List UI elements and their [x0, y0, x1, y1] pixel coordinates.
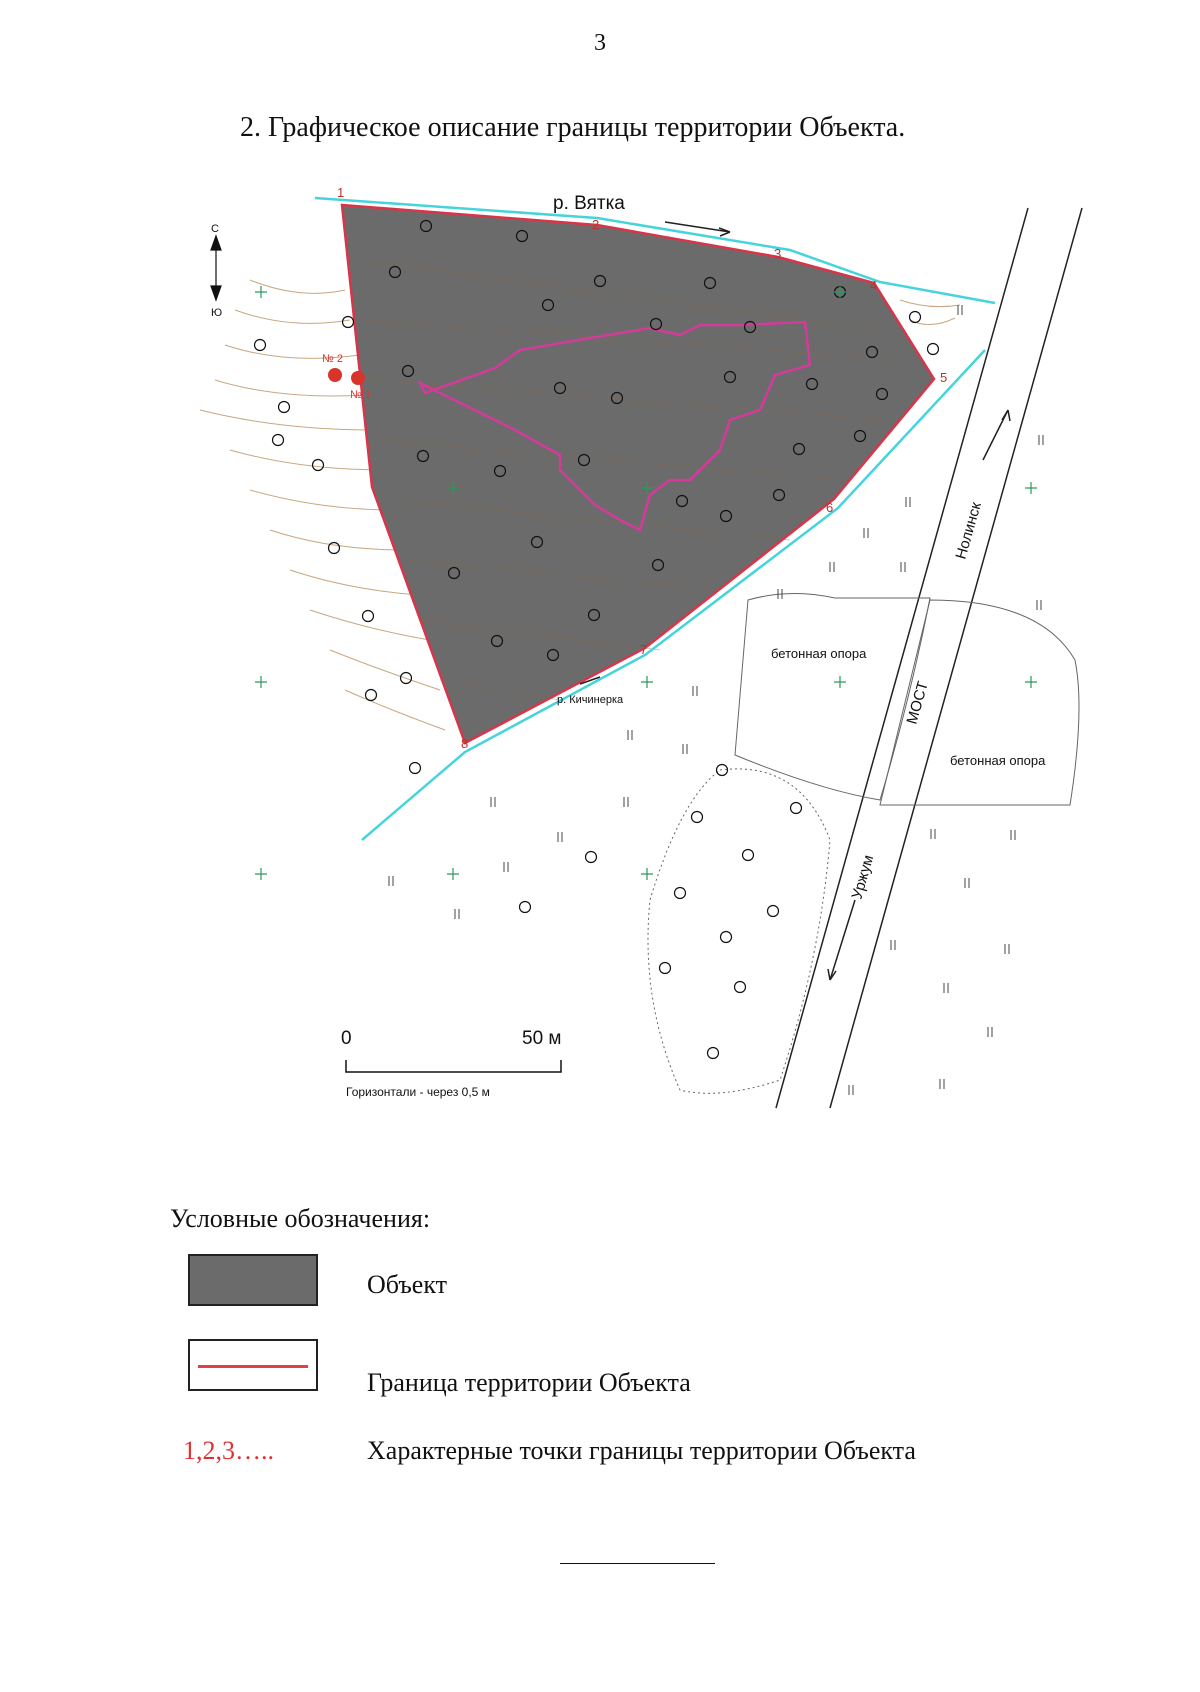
- concrete-support-1: [735, 593, 930, 800]
- scale-bar: [346, 1060, 561, 1072]
- legend-boundary-swatch: [188, 1339, 318, 1391]
- point-6: 6: [826, 500, 834, 515]
- south-letter: Ю: [211, 307, 223, 319]
- river-kichinerka-label: р. Кичинерка: [557, 694, 624, 706]
- contour-note: Горизонтали - через 0,5 м: [346, 1085, 490, 1099]
- point-3: 3: [774, 246, 782, 261]
- scale-zero: 0: [341, 1028, 352, 1049]
- legend-title: Условные обозначения:: [170, 1204, 431, 1233]
- legend-boundary-label: Граница территории Объекта: [367, 1368, 691, 1397]
- object-area: [342, 205, 934, 743]
- north-arrow: [211, 236, 221, 300]
- well-2-marker: [328, 368, 342, 382]
- road-nolinsk-label: Нолинск: [952, 500, 985, 562]
- scale-end: 50 м: [522, 1028, 562, 1049]
- point-5: 5: [940, 370, 948, 385]
- well-1-marker: [351, 371, 365, 385]
- concrete-support-2-label: бетонная опора: [950, 753, 1046, 768]
- point-7: 7: [640, 642, 648, 657]
- road-urzhum-label: Уржум: [848, 853, 878, 902]
- concrete-support-1-label: бетонная опора: [771, 646, 867, 661]
- legend-object-swatch: [188, 1254, 318, 1306]
- river-vyatka-label: р. Вятка: [553, 193, 625, 214]
- point-1: 1: [337, 185, 345, 200]
- legend-object-label: Объект: [367, 1270, 447, 1299]
- point-4: 4: [870, 278, 878, 293]
- road-most-label: МОСТ: [903, 679, 932, 727]
- legend-points-label: Характерные точки границы территории Объекта: [367, 1436, 916, 1465]
- vegetation-zone: [648, 769, 830, 1093]
- well-1-label: № 1: [350, 389, 371, 401]
- point-2: 2: [592, 217, 600, 232]
- north-letter: С: [211, 223, 219, 235]
- footer-rule: [560, 1563, 715, 1564]
- point-8: 8: [461, 736, 469, 751]
- well-2-label: № 2: [322, 353, 343, 365]
- legend-points-sample: 1,2,3…..: [183, 1436, 274, 1465]
- section-title: 2. Графическое описание границы территории Объекта.: [240, 112, 906, 143]
- page-number: 3: [594, 30, 606, 56]
